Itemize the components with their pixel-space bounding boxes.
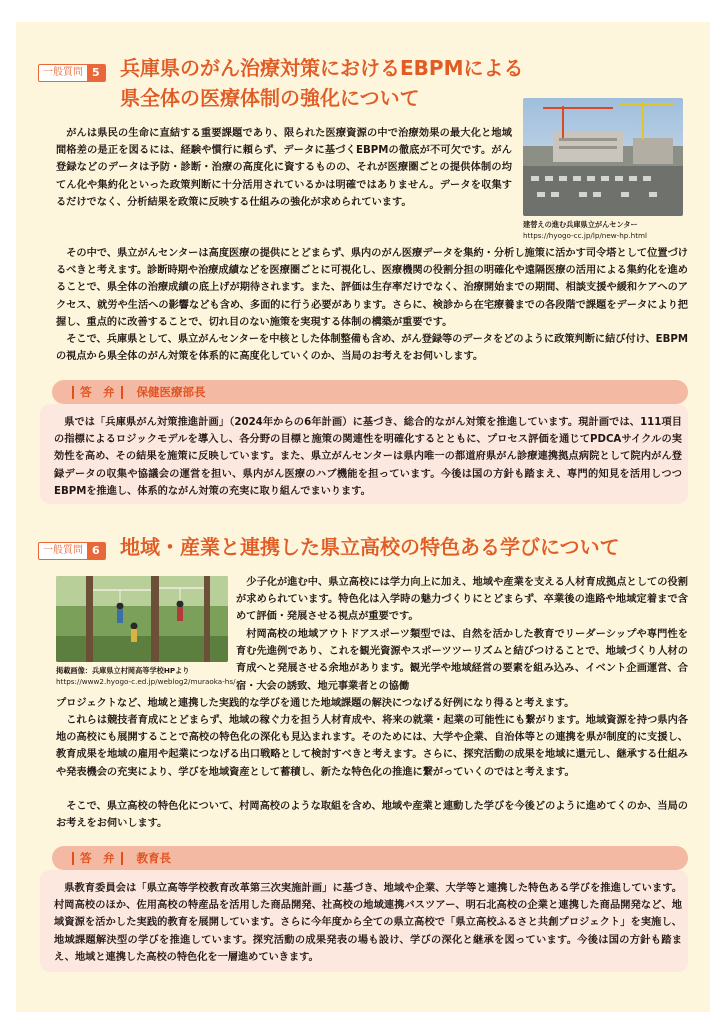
cancer-center-photo (523, 98, 683, 216)
question-title: 地域・産業と連携した県立高校の特色ある学びについて (120, 535, 620, 559)
question-paragraph: その中で、県立がんセンターは高度医療の提供にとどまらず、県内のがん医療データを集約・分析し施策に活かす司令塔として位置づけるべきと考えます。診断時期や治療成績などを医療圏ごとに可視化し、医療機関の役割分担の明確化や遠隔医療の活用による集約化を進めることで、県全体の治療成績の底上げが期待されます。また、評価は生存率だけでなく、治療開始までの期間、相談支援や緩和ケアへのアクセス、就労や生活への影響なども含め、多面的に行う必要があります。さらに、検診から在宅療養までの各段階で課題をデータにより把握し、重点的に改善することで、切れ目のない施策を実現する体制の構築が重要です。 (56, 248, 688, 328)
question-paragraph: プロジェクトなど、地域と連携した実践的な学びを通じた地域課題の解決につなげる好例になり得ると考えます。 (56, 698, 575, 709)
question-badge (38, 538, 106, 560)
question-paragraph: がんは県民の生命に直結する重要課題であり、限られた医療資源の中で治療効果の最大化と地域間格差の是正を図るには、経験や慣行に頼らず、データに基づくEBPMの徹底が不可欠です。がん登録などのデータは予防・診断・治療の高度化に資するものの、それが医療圏ごとの提供体制の均てん化や集約化といった政策判断に十分活用されているかは明確ではありません。データを収集するだけでなく、分析結果を政策に反映する仕組みの強化が求められています。 (56, 128, 512, 208)
answer-label: 答 弁 (80, 385, 115, 399)
question-title-line2: 県全体の医療体制の強化について (120, 86, 420, 110)
answer-department: 保健医療部長 (136, 385, 206, 399)
question-paragraph: そこで、兵庫県として、県立がんセンターを中核とした体制整備も含め、がん登録等のデータをどのように政策判断に結び付け、EBPMの視点から県全体のがん対策を体系的に高度化していくのか、当局のお考えをお伺いします。 (56, 334, 688, 363)
answer-text: 県教育委員会は「県立高等学校教育改革第三次実施計画」に基づき、地域や企業、大学等と連携した特色ある学びを推進しています。村岡高校のほか、佐用高校の特産品を活用した商品開発、社高校の地域連携バスツアー、明石北高校の企業と連携した商品開発など、地域資源を活かした実践的教育を展開しています。さらに今年度から全ての県立高校で「県立高校ふるさと共創プロジェクト」を実施し、地域課題解決型の学びを推進しています。探究活動の成果発表の場も設け、学びの深化と継承を図っています。今後は国の方針も踏まえ、地域と連携した高校の特色化を一層進めていきます。 (54, 883, 682, 963)
outdoor-sports-photo (56, 576, 228, 662)
photo-caption: 掲載画像：兵庫県立村岡高等学校HPより (56, 666, 190, 675)
badge-label: 一般質問 (43, 67, 83, 78)
answer-text: 県では「兵庫県がん対策推進計画」（2024年からの6年計画）に基づき、総合的ながん対策を推進しています。現計画では、111項目の指標によるロジックモデルを導入し、各分野の目標と施策の関連性を明確化するとともに、プロセス評価を通じてPDCAサイクルの実効性を高め、その結果を施策に反映しています。また、県立がんセンターは県内唯一の都道府県がん診療連携拠点病院として院内がん登録データの収集や協議会の運営を担い、県内がん医療のハブ機能を担っています。今後は国の方針も踏まえ、専門的知見を活用しつつEBPMを推進し、体系的ながん対策の充実に取り組んでまいります。 (54, 417, 682, 497)
badge-number: 6 (87, 543, 105, 559)
badge-label: 一般質問 (43, 545, 83, 556)
answer-department: 教育長 (136, 851, 171, 865)
answer-label: 答 弁 (80, 851, 115, 865)
question-title: 兵庫県のがん治療対策におけるEBPMによる (120, 56, 524, 80)
photo-caption: 建替えの進む兵庫県立がんセンター (523, 220, 638, 229)
question-badge (38, 60, 106, 82)
question-paragraph: 村岡高校の地域アウトドアスポーツ類型では、自然を活かした教育でリーダーシップや専門性を育む先進例であり、これを観光資源やスポーツツーリズムと結びつけることで、地域づくり人材の育成へと発展させる余地があります。観光学や地域経営の要素を組み込み、イベント企画運営、合宿・大会の誘致、地元事業者との協働 (236, 629, 688, 692)
photo-url: https://hyogo-cc.jp/lp/new-hp.html (523, 231, 648, 240)
question-paragraph: そこで、県立高校の特色化について、村岡高校のような取組を含め、地域や産業と連動した学びを今後どのように進めてくのか、当局のお考えをお伺いします。 (56, 801, 688, 830)
photo-url: https://www2.hyogo-c.ed.jp/weblog2/muraoka-hs/ (56, 677, 236, 686)
answer-header (52, 380, 688, 404)
badge-number: 5 (87, 65, 105, 81)
question-paragraph: 少子化が進む中、県立高校には学力向上に加え、地域や産業を支える人材育成拠点としての役割が求められています。特色化は入学時の魅力づくりにとどまらず、卒業後の進路や地域定着まで含めて評価・発展させる視点が重要です。 (236, 577, 688, 623)
answer-header (52, 846, 688, 870)
question-paragraph: これらは競技者育成にとどまらず、地域の稼ぐ力を担う人材育成や、将来の就業・起業の可能性にも繋がります。地域資源を持つ県内各地の高校にも展開することで高校の特色化の深化も見込まれます。そのためには、大学や企業、自治体等との連携を県が制度的に支援し、教育成果を地域の雇用や起業につなげる出口戦略として検討すべきと考えます。さらに、探究活動の成果を地域に還元し、継承する仕組みや発表機会の充実により、学びを地域資産として蓄積し、新たな特色化の推進に繋がっていくのではと考えます。 (56, 715, 688, 778)
